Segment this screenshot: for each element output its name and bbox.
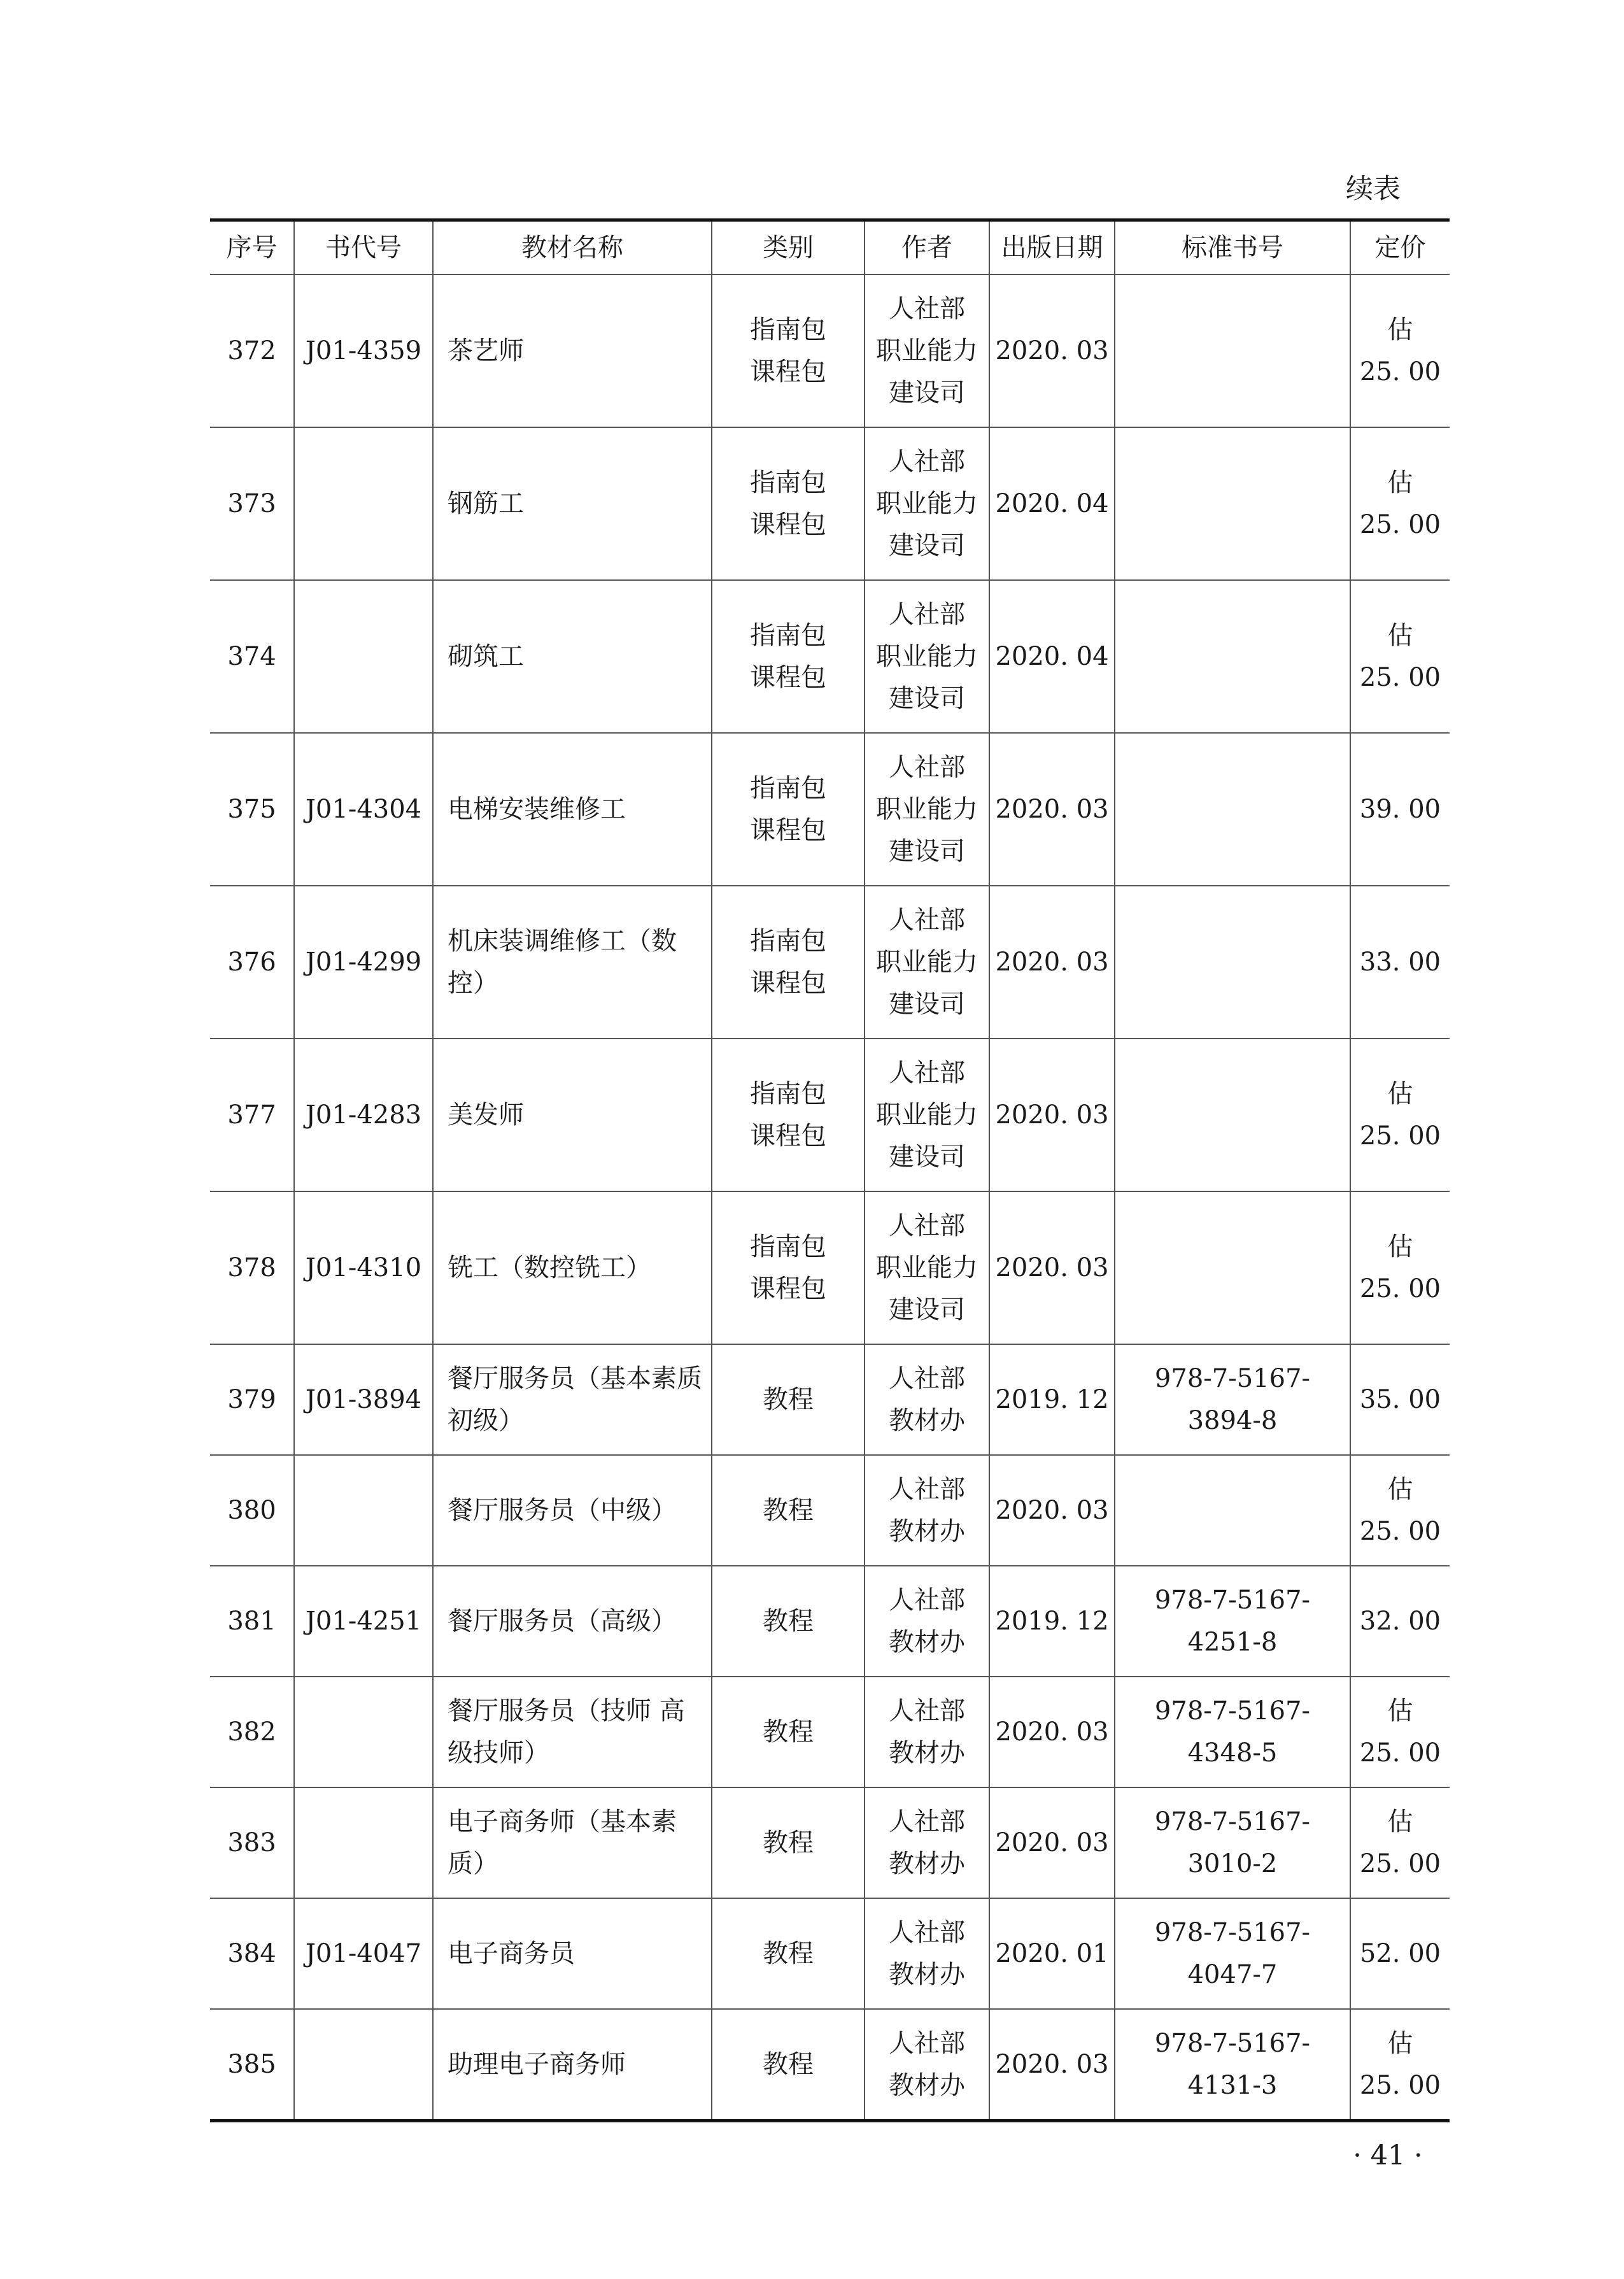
cell-category-line: 教程 <box>763 1385 814 1414</box>
price-line: 25. 00 <box>1359 663 1441 692</box>
cell-serial: 384 <box>210 1898 294 2009</box>
price-line: 估 <box>1387 315 1413 344</box>
table-row <box>210 580 1450 733</box>
cell-author-line: 人社部 <box>889 1918 965 1947</box>
price-line: 估 <box>1387 468 1413 497</box>
cell-price <box>1350 427 1450 580</box>
cell-pub-date: 2020. 03 <box>989 1677 1115 1787</box>
cell-author <box>865 1455 989 1566</box>
header-category: 类别 <box>712 220 865 275</box>
cell-serial: 372 <box>210 274 294 427</box>
header-serial: 序号 <box>210 220 294 275</box>
cell-category <box>712 1191 865 1344</box>
cell-pub-date: 2019. 12 <box>989 1344 1115 1455</box>
price-line: 39. 00 <box>1359 795 1441 824</box>
cell-author-line: 建设司 <box>889 378 965 408</box>
cell-title: 餐厅服务员（中级） <box>433 1455 712 1566</box>
cell-book-code <box>294 2009 433 2121</box>
cell-author-line: 教材办 <box>889 1628 965 1657</box>
cell-author <box>865 1344 989 1455</box>
cell-book-code <box>294 1787 433 1898</box>
cell-title: 机床装调维修工（数控） <box>433 886 712 1039</box>
cell-category-line: 指南包 <box>750 927 826 956</box>
cell-price <box>1350 1566 1450 1677</box>
cell-category-line: 指南包 <box>750 315 826 344</box>
cell-author-line: 建设司 <box>889 1142 965 1172</box>
cell-isbn: 978-7-5167-4348-5 <box>1115 1677 1350 1787</box>
cell-category-line: 教程 <box>763 1828 814 1857</box>
cell-pub-date: 2020. 01 <box>989 1898 1115 2009</box>
cell-pub-date: 2020. 04 <box>989 427 1115 580</box>
cell-author-line: 人社部 <box>889 1807 965 1836</box>
cell-author-line: 建设司 <box>889 1295 965 1324</box>
price-line: 35. 00 <box>1359 1385 1441 1414</box>
cell-author-line: 人社部 <box>889 753 965 782</box>
cell-category <box>712 274 865 427</box>
price-line: 52. 00 <box>1359 1939 1441 1968</box>
table-row <box>210 2009 1450 2121</box>
cell-pub-date: 2020. 03 <box>989 733 1115 886</box>
cell-book-code <box>294 1677 433 1787</box>
table-header-row <box>210 220 1450 275</box>
table-row <box>210 1787 1450 1898</box>
cell-serial: 379 <box>210 1344 294 1455</box>
cell-author-line: 教材办 <box>889 1849 965 1878</box>
cell-serial: 376 <box>210 886 294 1039</box>
cell-author-line: 人社部 <box>889 1586 965 1615</box>
table-row <box>210 274 1450 427</box>
cell-author-line: 建设司 <box>889 837 965 866</box>
cell-author-line: 职业能力 <box>876 948 978 977</box>
cell-price <box>1350 1191 1450 1344</box>
cell-category <box>712 580 865 733</box>
cell-author-line: 职业能力 <box>876 795 978 824</box>
cell-isbn <box>1115 733 1350 886</box>
price-line: 估 <box>1387 1807 1413 1836</box>
cell-author-line: 职业能力 <box>876 489 978 518</box>
cell-author-line: 教材办 <box>889 2071 965 2100</box>
cell-author-line: 人社部 <box>889 1211 965 1240</box>
table-row <box>210 1344 1450 1455</box>
price-line: 25. 00 <box>1359 2071 1441 2100</box>
cell-author <box>865 580 989 733</box>
cell-author-line: 职业能力 <box>876 1100 978 1130</box>
table-row <box>210 1566 1450 1677</box>
cell-category-line: 教程 <box>763 2050 814 2079</box>
cell-category <box>712 1455 865 1566</box>
cell-author-line: 人社部 <box>889 905 965 935</box>
cell-author <box>865 1898 989 2009</box>
cell-category <box>712 1344 865 1455</box>
cell-book-code: J01-3894 <box>294 1344 433 1455</box>
cell-pub-date: 2020. 03 <box>989 886 1115 1039</box>
cell-author-line: 人社部 <box>889 1058 965 1088</box>
cell-category-line: 课程包 <box>750 663 826 692</box>
cell-author-line: 教材办 <box>889 1517 965 1546</box>
cell-isbn: 978-7-5167-4251-8 <box>1115 1566 1350 1677</box>
cell-author-line: 教材办 <box>889 1738 965 1768</box>
cell-price <box>1350 886 1450 1039</box>
table-row <box>210 886 1450 1039</box>
cell-author <box>865 1039 989 1191</box>
cell-author <box>865 1787 989 1898</box>
cell-author-line: 建设司 <box>889 531 965 560</box>
cell-category-line: 指南包 <box>750 774 826 803</box>
price-line: 25. 00 <box>1359 510 1441 539</box>
cell-book-code: J01-4283 <box>294 1039 433 1191</box>
cell-category <box>712 1039 865 1191</box>
header-author: 作者 <box>865 220 989 275</box>
cell-book-code <box>294 427 433 580</box>
cell-price <box>1350 1677 1450 1787</box>
cell-isbn <box>1115 1191 1350 1344</box>
price-line: 25. 00 <box>1359 1849 1441 1878</box>
cell-author-line: 教材办 <box>889 1406 965 1435</box>
cell-category-line: 课程包 <box>750 969 826 998</box>
cell-author-line: 教材办 <box>889 1960 965 1989</box>
cell-title: 电子商务员 <box>433 1898 712 2009</box>
cell-serial: 381 <box>210 1566 294 1677</box>
cell-title: 铣工（数控铣工） <box>433 1191 712 1344</box>
price-line: 估 <box>1387 621 1413 650</box>
cell-category-line: 指南包 <box>750 1079 826 1109</box>
cell-book-code: J01-4310 <box>294 1191 433 1344</box>
cell-author-line: 人社部 <box>889 1475 965 1504</box>
cell-book-code: J01-4047 <box>294 1898 433 2009</box>
cell-serial: 378 <box>210 1191 294 1344</box>
cell-price <box>1350 274 1450 427</box>
cell-title: 电梯安装维修工 <box>433 733 712 886</box>
cell-author-line: 职业能力 <box>876 336 978 366</box>
cell-book-code: J01-4359 <box>294 274 433 427</box>
cell-serial: 375 <box>210 733 294 886</box>
price-line: 25. 00 <box>1359 1517 1441 1546</box>
cell-serial: 385 <box>210 2009 294 2121</box>
cell-book-code: J01-4251 <box>294 1566 433 1677</box>
cell-serial: 380 <box>210 1455 294 1566</box>
cell-category-line: 指南包 <box>750 468 826 497</box>
cell-pub-date: 2020. 04 <box>989 580 1115 733</box>
page-number: · 41 · <box>1353 2140 1423 2171</box>
cell-author-line: 职业能力 <box>876 642 978 671</box>
cell-price <box>1350 1039 1450 1191</box>
cell-author <box>865 1191 989 1344</box>
textbook-catalog-table <box>210 218 1450 2122</box>
price-line: 25. 00 <box>1359 1274 1441 1303</box>
cell-pub-date: 2020. 03 <box>989 1455 1115 1566</box>
price-line: 估 <box>1387 2029 1413 2058</box>
cell-author <box>865 886 989 1039</box>
cell-category <box>712 1898 865 2009</box>
header-pub-date: 出版日期 <box>989 220 1115 275</box>
cell-isbn: 978-7-5167-3010-2 <box>1115 1787 1350 1898</box>
cell-category-line: 课程包 <box>750 816 826 845</box>
cell-isbn: 978-7-5167-4047-7 <box>1115 1898 1350 2009</box>
table-row <box>210 1677 1450 1787</box>
cell-isbn: 978-7-5167-4131-3 <box>1115 2009 1350 2121</box>
cell-pub-date: 2019. 12 <box>989 1566 1115 1677</box>
cell-category <box>712 1566 865 1677</box>
cell-isbn: 978-7-5167-3894-8 <box>1115 1344 1350 1455</box>
price-line: 32. 00 <box>1359 1607 1441 1636</box>
cell-author-line: 人社部 <box>889 1696 965 1726</box>
cell-title: 钢筋工 <box>433 427 712 580</box>
cell-pub-date: 2020. 03 <box>989 2009 1115 2121</box>
cell-author <box>865 733 989 886</box>
cell-price <box>1350 2009 1450 2121</box>
price-line: 估 <box>1387 1475 1413 1504</box>
cell-serial: 382 <box>210 1677 294 1787</box>
cell-pub-date: 2020. 03 <box>989 1787 1115 1898</box>
cell-serial: 377 <box>210 1039 294 1191</box>
cell-author <box>865 427 989 580</box>
cell-pub-date: 2020. 03 <box>989 1039 1115 1191</box>
cell-title: 美发师 <box>433 1039 712 1191</box>
cell-isbn <box>1115 580 1350 733</box>
cell-serial: 373 <box>210 427 294 580</box>
cell-category <box>712 2009 865 2121</box>
cell-price <box>1350 580 1450 733</box>
cell-price <box>1350 1787 1450 1898</box>
cell-title: 餐厅服务员（基本素质 初级） <box>433 1344 712 1455</box>
cell-author-line: 建设司 <box>889 990 965 1019</box>
cell-category-line: 课程包 <box>750 510 826 539</box>
cell-author <box>865 1566 989 1677</box>
header-isbn: 标准书号 <box>1115 220 1350 275</box>
header-title: 教材名称 <box>433 220 712 275</box>
cell-isbn <box>1115 427 1350 580</box>
cell-author <box>865 2009 989 2121</box>
cell-category-line: 教程 <box>763 1607 814 1636</box>
table-row <box>210 1455 1450 1566</box>
table-row <box>210 1191 1450 1344</box>
cell-book-code <box>294 580 433 733</box>
cell-title: 砌筑工 <box>433 580 712 733</box>
cell-author-line: 建设司 <box>889 684 965 713</box>
cell-author-line: 人社部 <box>889 447 965 476</box>
table-row <box>210 427 1450 580</box>
price-line: 25. 00 <box>1359 357 1441 387</box>
price-line: 估 <box>1387 1696 1413 1726</box>
price-line: 估 <box>1387 1079 1413 1109</box>
cell-category-line: 教程 <box>763 1939 814 1968</box>
cell-title: 餐厅服务员（高级） <box>433 1566 712 1677</box>
cell-title: 餐厅服务员（技师 高级技师） <box>433 1677 712 1787</box>
cell-category-line: 课程包 <box>750 357 826 387</box>
table-row <box>210 1898 1450 2009</box>
cell-book-code: J01-4304 <box>294 733 433 886</box>
cell-price <box>1350 1898 1450 2009</box>
cell-category-line: 课程包 <box>750 1274 826 1303</box>
cell-author-line: 人社部 <box>889 1364 965 1393</box>
cell-pub-date: 2020. 03 <box>989 1191 1115 1344</box>
header-book-code: 书代号 <box>294 220 433 275</box>
price-line: 估 <box>1387 1232 1413 1261</box>
cell-category-line: 教程 <box>763 1496 814 1525</box>
cell-title: 助理电子商务师 <box>433 2009 712 2121</box>
cell-serial: 374 <box>210 580 294 733</box>
cell-isbn <box>1115 1455 1350 1566</box>
cell-isbn <box>1115 886 1350 1039</box>
cell-author-line: 人社部 <box>889 600 965 629</box>
cell-isbn <box>1115 1039 1350 1191</box>
table-row <box>210 733 1450 886</box>
header-price: 定价 <box>1350 220 1450 275</box>
cell-author-line: 人社部 <box>889 2029 965 2058</box>
cell-author-line: 人社部 <box>889 294 965 323</box>
cell-category <box>712 1677 865 1787</box>
cell-author <box>865 1677 989 1787</box>
price-line: 33. 00 <box>1359 948 1441 977</box>
cell-category-line: 课程包 <box>750 1121 826 1151</box>
continued-label: 续表 <box>1346 173 1401 205</box>
cell-category <box>712 427 865 580</box>
cell-price <box>1350 733 1450 886</box>
cell-book-code: J01-4299 <box>294 886 433 1039</box>
cell-book-code <box>294 1455 433 1566</box>
cell-author <box>865 274 989 427</box>
cell-category-line: 指南包 <box>750 621 826 650</box>
price-line: 25. 00 <box>1359 1121 1441 1151</box>
cell-category-line: 指南包 <box>750 1232 826 1261</box>
cell-category-line: 教程 <box>763 1717 814 1747</box>
table-row <box>210 1039 1450 1191</box>
cell-serial: 383 <box>210 1787 294 1898</box>
cell-pub-date: 2020. 03 <box>989 274 1115 427</box>
cell-price <box>1350 1344 1450 1455</box>
cell-title: 茶艺师 <box>433 274 712 427</box>
cell-category <box>712 733 865 886</box>
price-line: 25. 00 <box>1359 1738 1441 1768</box>
cell-title: 电子商务师（基本素质） <box>433 1787 712 1898</box>
cell-author-line: 职业能力 <box>876 1253 978 1282</box>
cell-price <box>1350 1455 1450 1566</box>
cell-category <box>712 1787 865 1898</box>
cell-category <box>712 886 865 1039</box>
cell-isbn <box>1115 274 1350 427</box>
